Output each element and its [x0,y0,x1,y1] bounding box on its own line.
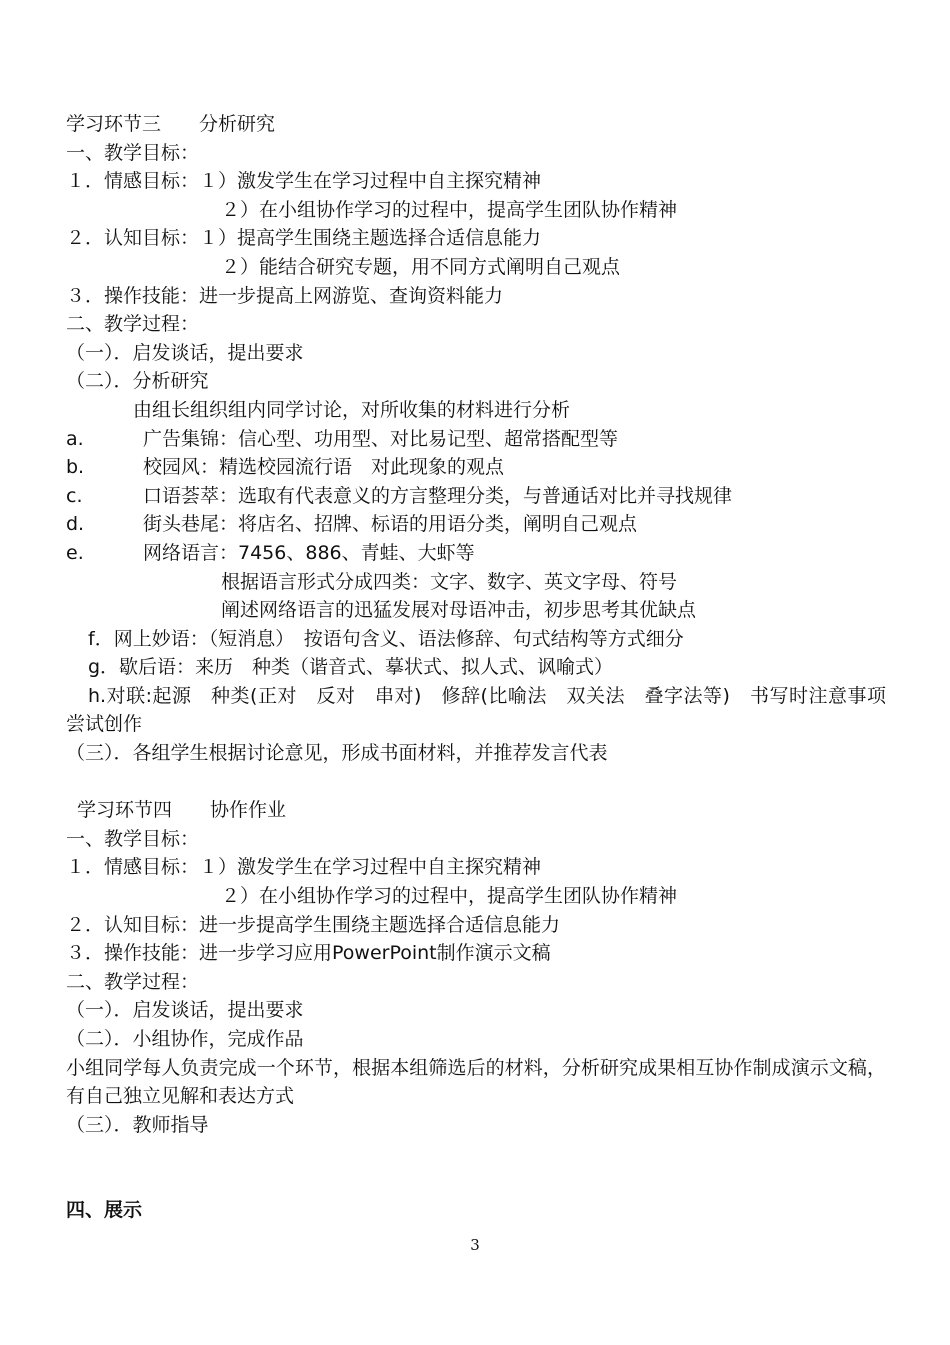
section3-step2-desc: 由组长组织组内同学讨论，对所收集的材料进行分析 [133,398,571,421]
list-item [66,510,886,539]
page-content [66,110,906,1225]
section4-goal1a: １．情感目标：１）激发学生在学习过程中自主探究精神 [66,856,542,879]
spacer [66,1139,886,1196]
item-e-sub1: 根据语言形式分成四类：文字、数字、英文字母、符号 [221,570,678,593]
next-section-title: 四、展示 [66,1199,143,1222]
section3-step1: （一）．启发谈话，提出要求 [66,341,304,364]
spacer [66,768,886,797]
section4-title: 学习环节四 协作作业 [77,799,287,822]
list-item-label: e. [66,541,84,564]
section3-goal2b: ２）能结合研究专题，用不同方式阐明自己观点 [221,255,621,278]
section4-goals-heading: 一、教学目标： [66,827,200,850]
section3-step3: （三）．各组学生根据讨论意见，形成书面材料，并推荐发言代表 [66,742,608,765]
section4-step2-desc: 小组同学每人负责完成一个环节，根据本组筛选后的材料，分析研究成果相互协作制成演示文稿，有自己独立见解和表达方式 [66,1056,886,1108]
list-item-label: c. [66,484,83,507]
item-h: h.对联:起源 种类(正对 反对 串对) 修辞(比喻法 双关法 叠字法等) 书写时注意事项 尝试创作 [66,684,906,736]
list-item [66,539,886,568]
section4-goal2: ２．认知目标：进一步提高学生围绕主题选择合适信息能力 [66,913,561,936]
section4-step1: （一）．启发谈话，提出要求 [66,999,304,1022]
list-item [66,482,886,511]
section3-goal2a: ２．认知目标：１）提高学生围绕主题选择合适信息能力 [66,227,542,250]
list-item-label: b. [66,456,85,479]
section4-step2: （二）．小组协作，完成作品 [66,1028,304,1050]
section4-process-heading: 二、教学过程： [66,970,200,993]
page-number: 3 [470,1236,480,1254]
list-item-label: a. [66,427,84,450]
list-item-text: 广告集锦：信心型、功用型、对比易记型、超常搭配型等 [143,427,619,450]
section3-goal3: ３．操作技能：进一步提高上网游览、查询资料能力 [66,284,504,307]
list-item-text: 网络语言：7456、886、青蛙、大虾等 [143,541,475,564]
item-g: g．歇后语：来历 种类（谐音式、摹状式、拟人式、讽喻式） [88,656,614,679]
item-e-sub2: 阐述网络语言的迅猛发展对母语冲击，初步思考其优缺点 [221,599,697,622]
section4-goal3: ３．操作技能：进一步学习应用PowerPoint制作演示文稿 [66,942,551,965]
section3-step2: （二）．分析研究 [66,370,209,393]
section4-goal1b: ２）在小组协作学习的过程中，提高学生团队协作精神 [221,885,678,908]
section4-step3: （三）．教师指导 [66,1113,209,1136]
list-item-text: 街头巷尾：将店名、招牌、标语的用语分类，阐明自己观点 [143,513,638,536]
list-item [66,425,886,454]
list-item [66,453,886,482]
list-item-label: d. [66,513,85,536]
section3-goal1a: １．情感目标：１）激发学生在学习过程中自主探究精神 [66,170,542,193]
list-item-text: 校园风：精选校园流行语 对此现象的观点 [143,456,505,479]
section3-title: 学习环节三 分析研究 [66,113,276,135]
item-f: f．网上妙语：（短消息） 按语句含义、语法修辞、句式结构等方式细分 [88,627,684,650]
section3-goal1b: ２）在小组协作学习的过程中，提高学生团队协作精神 [221,198,678,221]
list-item-text: 口语荟萃：选取有代表意义的方言整理分类，与普通话对比并寻找规律 [143,484,733,507]
section3-process-heading: 二、教学过程： [66,313,200,336]
section3-goals-heading: 一、教学目标： [66,141,200,164]
